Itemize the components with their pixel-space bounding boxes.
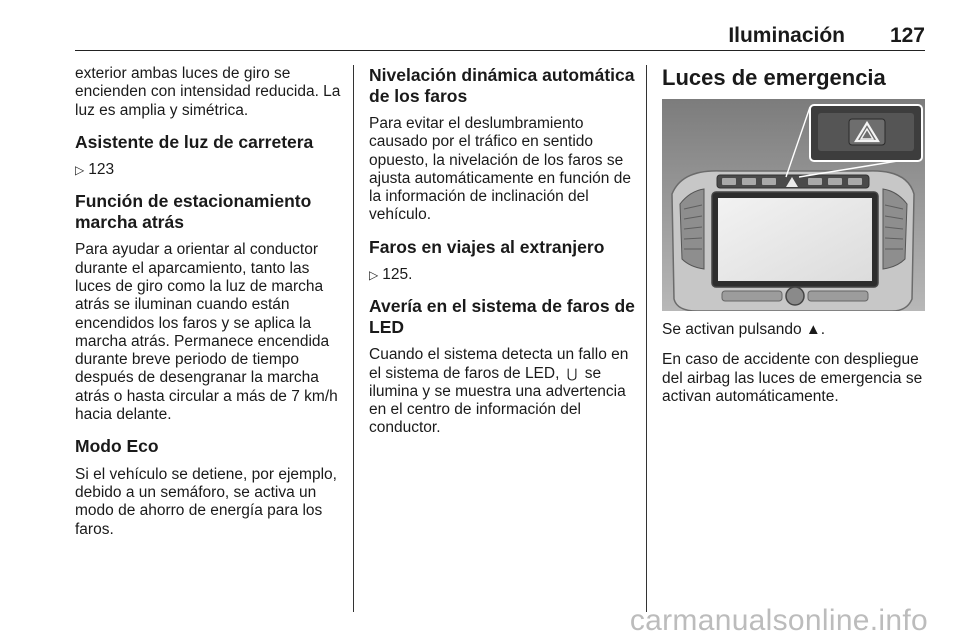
paragraph-nivelacion: Para evitar el deslumbramiento causado por el tráfico en sentido opuesto, la nivelación de los faros se ajusta automáticamente en función de la información de inclinación del vehículo.: [369, 115, 631, 224]
column-divider-1: [353, 65, 354, 612]
heading-averia: Avería en el sistema de faros de LED: [369, 296, 635, 337]
heading-extranjero: Faros en viajes al extranjero: [369, 236, 605, 257]
paragraph-activan: Se activan pulsando ▲.: [662, 321, 826, 338]
watermark: carmanualsonline.info: [629, 604, 928, 637]
heading-asistente: Asistente de luz de carretera: [75, 131, 314, 152]
intro-paragraph: exterior ambas luces de giro se encienden con intensidad reducida. La luz es amplia y simétrica.: [75, 65, 341, 119]
column-left: [75, 65, 345, 539]
page-number: 127: [889, 24, 925, 47]
dashboard-hazard-figure: [662, 99, 925, 311]
paragraph-accidente: En caso de accidente con despliegue del airbag las luces de emergencia se activan automáticamente.: [662, 351, 923, 405]
heading-nivelacion: Nivelación dinámica automática de los faros: [369, 65, 635, 106]
heading-emergencia: Luces de emergencia: [662, 65, 886, 90]
reference-arrow-icon: ▷: [369, 268, 379, 283]
chapter-title: Iluminación: [728, 24, 845, 47]
paragraph-estacionamiento: Para ayudar a orientar al conductor durante el aparcamiento, tanto las luces de giro como la luz de marcha atrás se iluminan cuando están encendidos los faros y se aplica la marcha atrás. Permanece encendida durante breve periodo de tiempo después de desengranar la marcha atrás o hasta circular a más de 7 km/h hacia delante.: [75, 241, 338, 424]
reference-arrow-icon: ▷: [75, 163, 85, 178]
hazard-button-icon: ▲: [805, 321, 821, 338]
paragraph-eco: Si el vehículo se detiene, por ejemplo, debido a un semáforo, se activa un modo de ahorro de energía para los faros.: [75, 465, 337, 538]
page-reference-125[interactable]: ▷ 125.: [369, 266, 413, 284]
led-headlight-warning-icon: ⋃: [566, 365, 578, 381]
heading-eco: Modo Eco: [75, 436, 159, 457]
column-right: [662, 65, 928, 406]
paragraph-averia: Cuando el sistema detecta un fallo en el sistema de faros de LED, ⋃ se ilumina y se muestra una advertencia en el centro de información del conductor.: [369, 346, 629, 437]
column-divider-2: [646, 65, 647, 612]
heading-estacionamiento: Función de estacionamiento marcha atrás: [75, 191, 312, 232]
page-header: [75, 22, 925, 51]
page-reference-123[interactable]: ▷ 123: [75, 161, 115, 179]
column-middle: [369, 65, 637, 438]
